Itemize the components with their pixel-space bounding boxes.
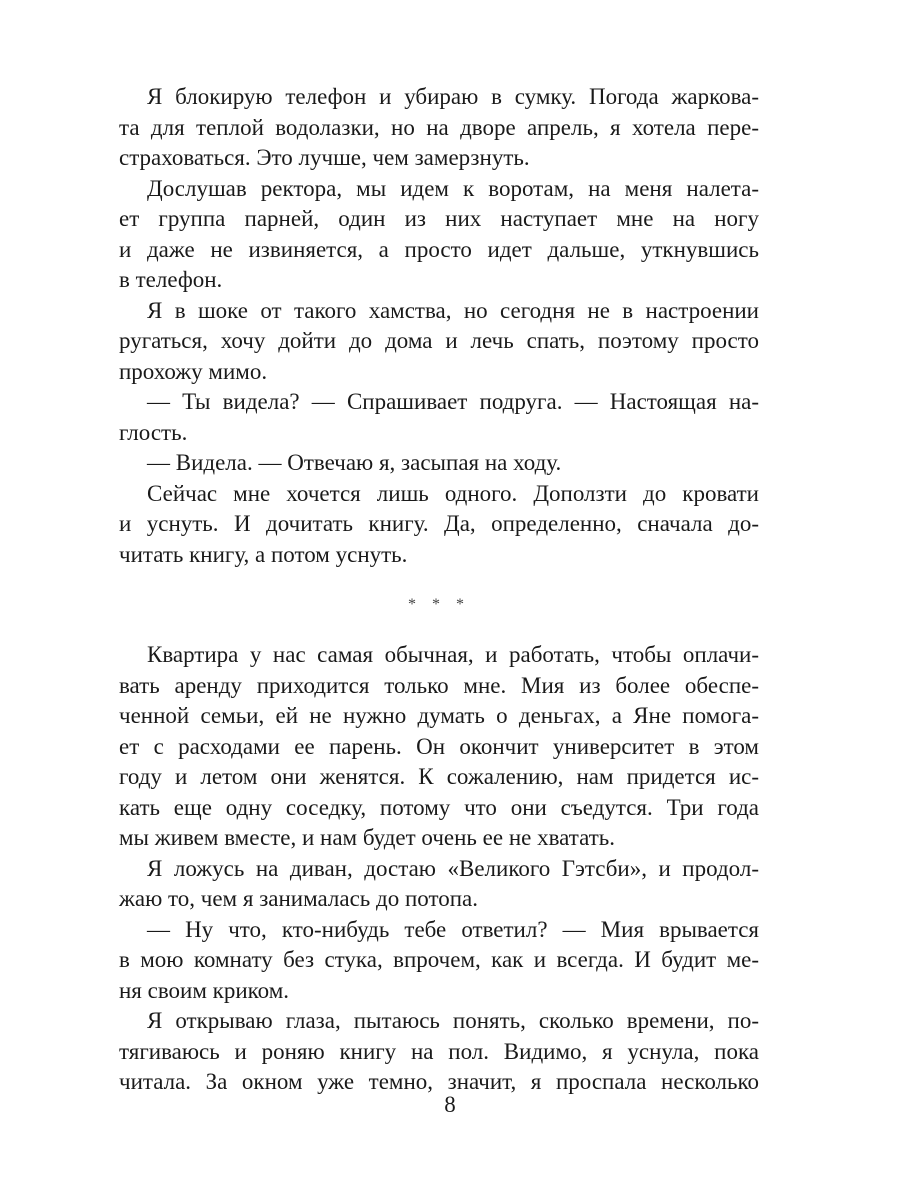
text-line: читала. За окном уже темно, значит, я проспала несколько xyxy=(119,1069,759,1094)
text-line: та для теплой водолазки, но на дворе апрель, я хотела пере- xyxy=(119,114,759,140)
text-line: и уснуть. И дочитать книгу. Да, определенно, сначала до- xyxy=(119,511,759,536)
text-line: — Ну что, кто-нибудь тебе ответил? — Мия врывается xyxy=(147,916,759,942)
page-body xyxy=(119,82,759,1098)
paragraph xyxy=(119,915,759,1007)
paragraph xyxy=(119,387,759,448)
text-line: — Видела. — Отвечаю я, засыпая на ходу. xyxy=(147,450,562,475)
text-line: и даже не извиняется, а просто идет дальше, уткнувшись xyxy=(119,236,759,262)
page-number: 8 xyxy=(444,1092,456,1117)
text-line: Я в шоке от такого хамства, но сегодня не в настроении xyxy=(147,297,759,323)
text-line: Сейчас мне хочется лишь одного. Доползти до кровати xyxy=(147,480,759,506)
text-line: Дослушав ректора, мы идем к воротам, на меня налета- xyxy=(147,175,759,201)
paragraph xyxy=(119,82,759,174)
text-line: году и летом они женятся. К сожалению, нам придется ис- xyxy=(119,764,759,789)
text-line: страховаться. Это лучше, чем замерзнуть. xyxy=(119,145,530,170)
text-line: глость. xyxy=(119,419,188,445)
paragraph xyxy=(119,640,759,854)
text-line: ет с расходами ее парень. Он окончит университет в этом xyxy=(119,733,759,759)
text-line: — Ты видела? — Спрашивает подруга. — Настоящая на- xyxy=(147,389,759,414)
paragraph xyxy=(119,174,759,296)
paragraph xyxy=(119,448,759,479)
text-line: прохожу мимо. xyxy=(119,358,268,384)
text-line: в телефон. xyxy=(119,267,223,292)
text-line: ет группа парней, один из них наступает мне на ногу xyxy=(119,206,759,231)
text-line: читать книгу, а потом уснуть. xyxy=(119,541,408,567)
text-line: ченной семьи, ей не нужно думать о деньгах, а Яне помога- xyxy=(119,703,759,728)
text-line: ругаться, хочу дойти до дома и лечь спать, поэтому просто xyxy=(119,328,759,353)
text-line: кать еще одну соседку, потому что они съедутся. Три года xyxy=(119,794,759,820)
paragraph xyxy=(119,1006,759,1098)
text-line: Я ложусь на диван, достаю «Великого Гэтсби», и продол- xyxy=(147,855,759,881)
text-line: Я открываю глаза, пытаюсь понять, сколько времени, по- xyxy=(147,1008,759,1033)
text-line: Я блокирую телефон и убираю в сумку. Погода жаркова- xyxy=(147,84,759,109)
paragraph xyxy=(119,479,759,571)
text-line: жаю то, чем я занималась до потопа. xyxy=(119,886,479,911)
text-line: Квартира у нас самая обычная, и работать, чтобы оплачи- xyxy=(147,642,759,667)
text-line: в мою комнату без стука, впрочем, как и всегда. И будит ме- xyxy=(119,947,759,972)
text-line: вать аренду приходится только мне. Мия из более обеспе- xyxy=(119,672,759,698)
text-line: мы живем вместе, и нам будет очень ее не хватать. xyxy=(119,825,616,850)
section-separator: * * * xyxy=(408,596,470,613)
text-line: ня своим криком. xyxy=(119,977,290,1003)
text-line: тягиваюсь и роняю книгу на пол. Видимо, я уснула, пока xyxy=(119,1038,759,1064)
paragraph xyxy=(119,296,759,388)
paragraph xyxy=(119,854,759,915)
